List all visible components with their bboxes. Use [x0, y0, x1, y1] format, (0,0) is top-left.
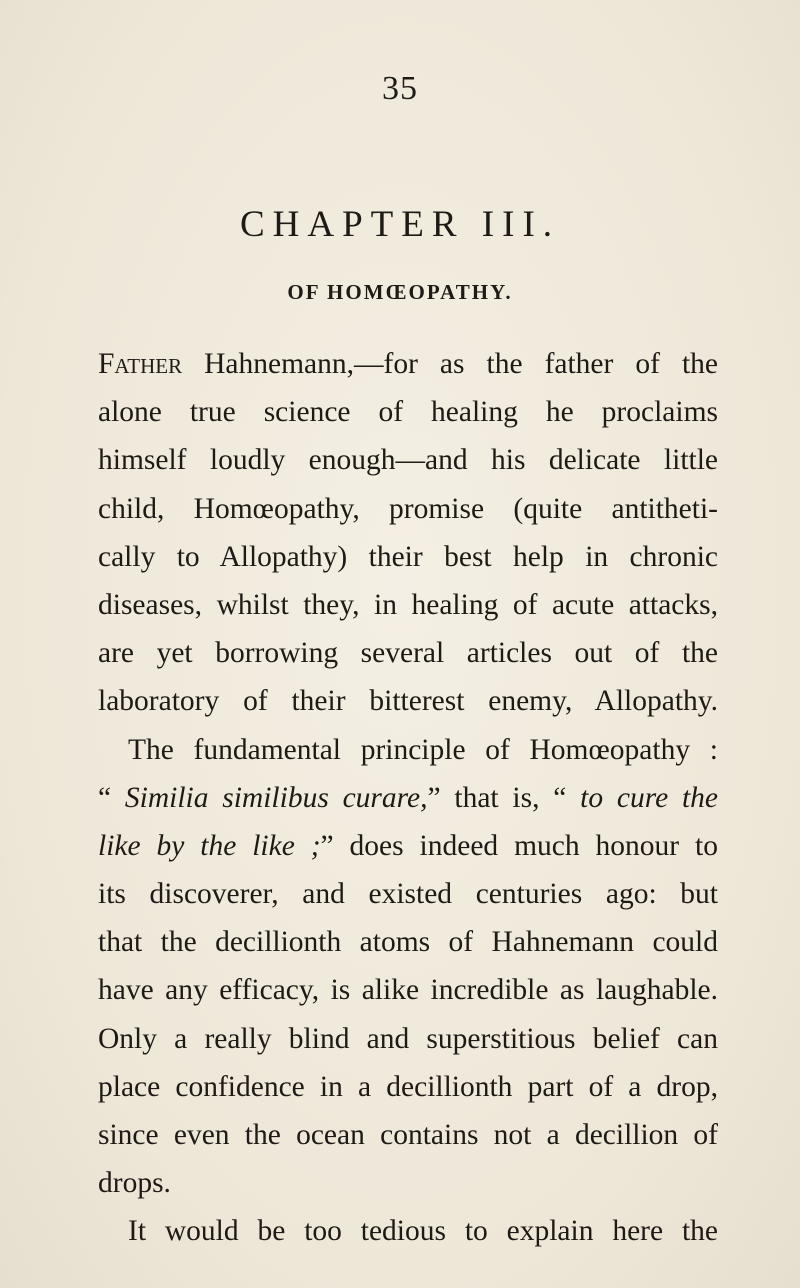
text-run: laboratory of their bitterest enemy, Allopathy.: [98, 685, 718, 718]
text-run: Only a really blind and superstitious belief can: [98, 1022, 718, 1055]
text-run: Similia similibus curare,: [124, 781, 428, 814]
text-run: cally to Allopathy) their best help in chronic: [98, 540, 718, 573]
text-run: that the decillionth atoms of Hahnemann could: [98, 926, 718, 959]
text-line: [98, 629, 718, 677]
text-line: [98, 533, 718, 581]
text-line: [98, 870, 718, 918]
text-line: [98, 1159, 718, 1207]
text-run: himself loudly enough—and his delicate little: [98, 444, 718, 477]
text-run: since even the ocean contains not a decillion of: [98, 1119, 718, 1151]
text-line: [98, 1015, 718, 1063]
text-line: [98, 822, 718, 870]
text-line: [98, 918, 718, 966]
text-run: like by the like ;: [98, 829, 321, 862]
text-line: [98, 677, 718, 725]
text-line: [98, 340, 718, 388]
text-run: alone true science of healing he proclaims: [98, 396, 718, 429]
text-run: Hahnemann,—for as the father of the: [182, 348, 718, 380]
text-run: child, Homœopathy, promise (quite antitheti-: [98, 492, 718, 525]
text-run: diseases, whilst they, in healing of acute attacks,: [98, 588, 718, 621]
text-run: Father: [98, 348, 183, 380]
text-run: ” does indeed much honour to: [320, 829, 718, 862]
text-run: “: [98, 781, 125, 814]
chapter-subtitle: [0, 280, 800, 305]
text-run: It would be too tedious to explain here the: [128, 1215, 718, 1248]
text-run: to cure the: [580, 781, 718, 814]
text-line: [98, 1111, 718, 1159]
text-line: [98, 726, 718, 774]
text-run: ” that is, “: [427, 781, 581, 814]
text-run: drops.: [98, 1167, 171, 1200]
body-paragraphs: [98, 340, 718, 1256]
text-run: place confidence in a decillionth part of a drop,: [98, 1070, 718, 1103]
text-line: [98, 388, 718, 436]
text-run: are yet borrowing several articles out of the: [98, 637, 718, 670]
text-run: have any efficacy, is alike incredible as laughable.: [98, 974, 718, 1007]
text-line: [98, 1207, 718, 1255]
text-line: [98, 436, 718, 484]
text-line: [98, 485, 718, 533]
text-line: [98, 581, 718, 629]
text-line: [98, 966, 718, 1014]
chapter-title: CHAPTER III.: [239, 204, 561, 245]
text-line: [98, 1063, 718, 1111]
chapter-subtitle-prefix: OF: [287, 280, 320, 304]
page-number: 35: [382, 70, 418, 107]
text-run: its discoverer, and existed centuries ago: but: [98, 878, 718, 911]
text-line: [98, 774, 718, 822]
chapter-subtitle-main: HOMŒOPATHY.: [327, 280, 513, 304]
text-run: The fundamental principle of Homœopathy :: [128, 733, 718, 766]
